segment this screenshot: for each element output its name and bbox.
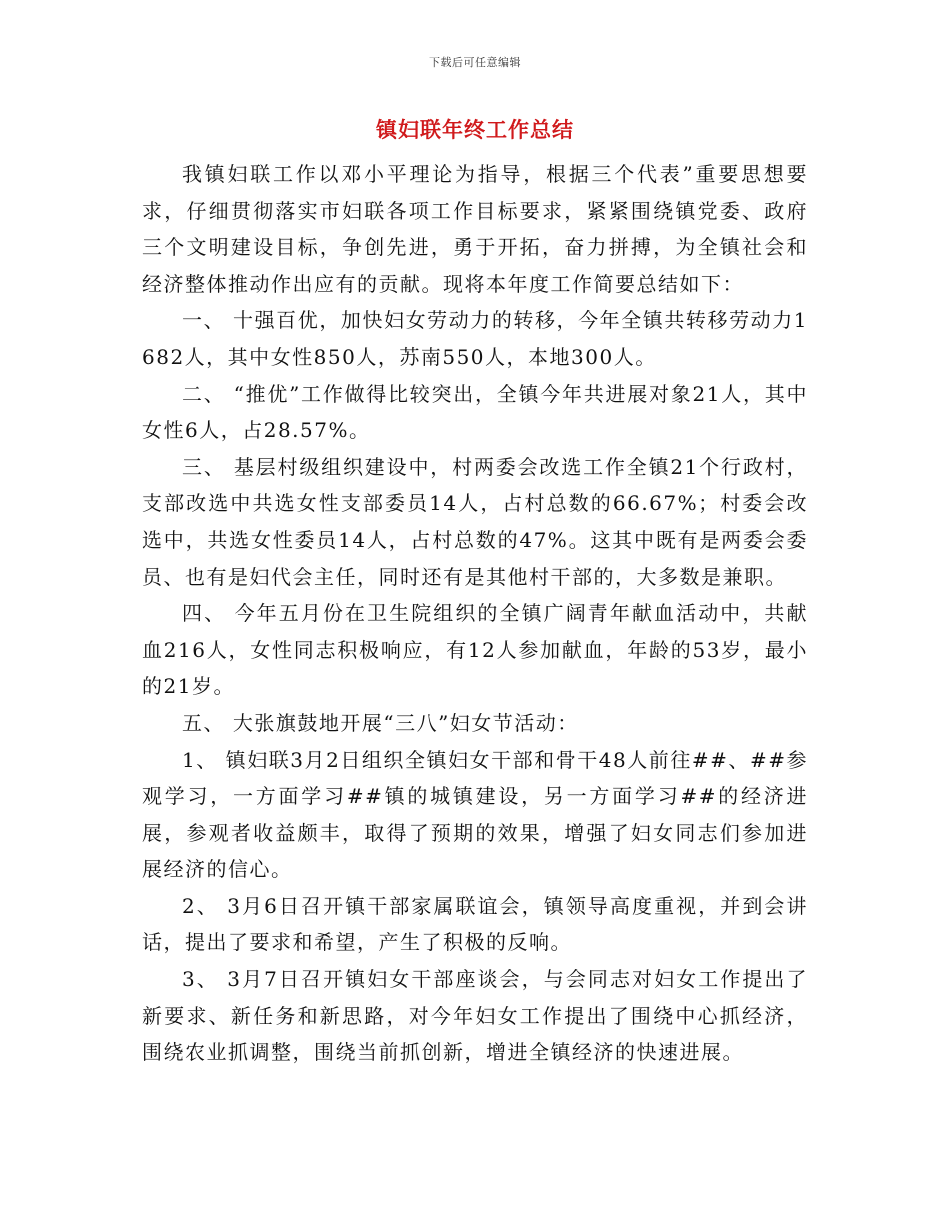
item-1-paragraph: 1、 镇妇联3月2日组织全镇妇女干部和骨干48人前往##、##参观学习，一方面学习##镇的城镇建设，另一方面学习##的经济进展，参观者收益颇丰，取得了预期的效果，增强了妇女同志们参加进展经济的信心。 bbox=[142, 747, 808, 882]
section-1-paragraph: 一、 十强百优，加快妇女劳动力的转移，今年全镇共转移劳动力1682人，其中女性850人，苏南550人，本地300人。 bbox=[142, 308, 808, 369]
item-3-paragraph: 3、 3月7日召开镇妇女干部座谈会，与会同志对妇女工作提出了新要求、新任务和新思路，对今年妇女工作提出了围绕中心抓经济，围绕农业抓调整，围绕当前抓创新，增进全镇经济的快速进展。 bbox=[142, 967, 808, 1065]
document-title: 镇妇联年终工作总结 bbox=[376, 117, 574, 142]
section-5-heading: 五、 大张旗鼓地开展“三八”妇女节活动： bbox=[182, 710, 579, 735]
section-2-paragraph: 二、 “推优”工作做得比较突出，全镇今年共进展对象21人，其中女性6人，占28.57%。 bbox=[142, 381, 808, 443]
item-2-paragraph: 2、 3月6日召开镇干部家属联谊会，镇领导高度重视，并到会讲话，提出了要求和希望，产生了积极的反响。 bbox=[142, 893, 808, 955]
document-body bbox=[142, 156, 808, 1071]
section-3-paragraph: 三、 基层村级组织建设中，村两委会改选工作全镇21个行政村，支部改选中共选女性支部委员14人，占村总数的66.67%；村委会改选中，共选女性委员14人，占村总数的47%。这其中既有是两委会委员、也有是妇代会主任，同时还有是其他村干部的，大多数是兼职。 bbox=[142, 454, 808, 589]
section-4-paragraph: 四、 今年五月份在卫生院组织的全镇广阔青年献血活动中，共献血216人，女性同志积极响应，有12人参加献血，年龄的53岁，最小的21岁。 bbox=[142, 601, 808, 699]
header-note: 下载后可任意编辑 bbox=[429, 56, 521, 69]
intro-paragraph: 我镇妇联工作以邓小平理论为指导，根据三个代表”重要思想要求，仔细贯彻落实市妇联各项工作目标要求，紧紧围绕镇党委、政府三个文明建设目标，争创先进，勇于开拓，奋力拼搏，为全镇社会和经济整体推动作出应有的贡献。现将本年度工作简要总结如下： bbox=[142, 162, 808, 296]
